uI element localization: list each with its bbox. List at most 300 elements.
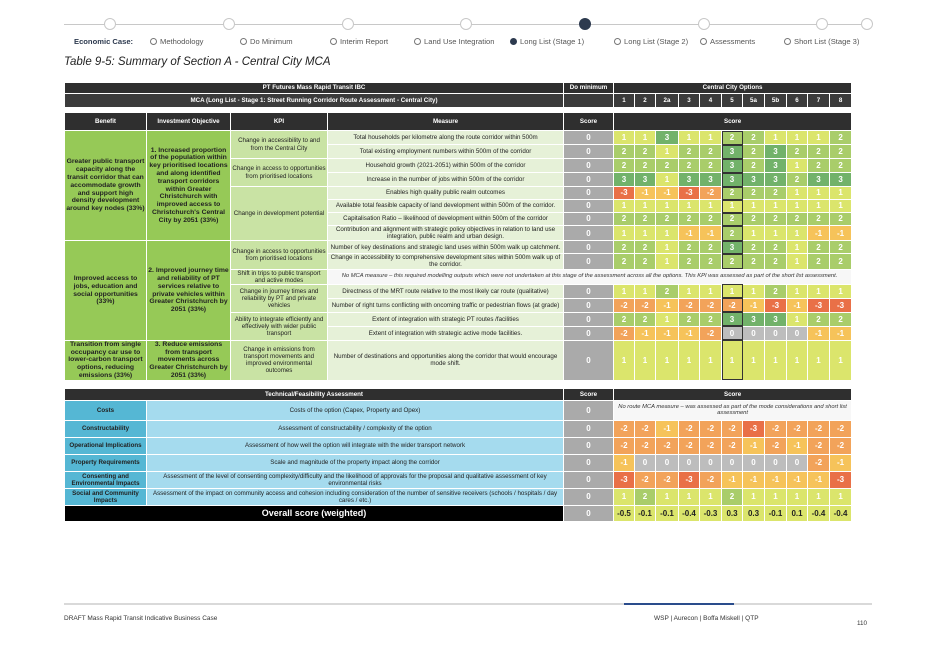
overall-score-label: Overall score (weighted) — [65, 505, 564, 521]
option-score: -1 — [808, 326, 830, 340]
stepper-step-label: Assessments — [710, 37, 756, 46]
option-score: 2 — [635, 312, 656, 326]
do-minimum-score: 0 — [564, 200, 614, 213]
footer-accent — [624, 603, 734, 605]
option-score: 1 — [787, 241, 808, 254]
option-score: -2 — [700, 420, 722, 437]
option-score: 1 — [656, 312, 679, 326]
stepper-step[interactable] — [150, 37, 203, 46]
option-score: 2 — [722, 187, 743, 200]
option-score: 2 — [635, 213, 656, 226]
radio-icon — [614, 38, 621, 45]
options-header: Central City Options — [614, 83, 852, 94]
overall-option-score: -0.1 — [635, 505, 656, 521]
option-score: -2 — [614, 420, 635, 437]
col-kpi: KPI — [231, 113, 328, 131]
option-score: 3 — [808, 173, 830, 187]
radio-icon — [240, 38, 247, 45]
option-score: 3 — [830, 173, 852, 187]
radio-icon — [150, 38, 157, 45]
do-minimum-blank — [564, 94, 614, 108]
option-score: 1 — [700, 200, 722, 213]
technical-description: Assessment of how well the option will integrate with the wider transport network — [147, 437, 564, 454]
option-score: -2 — [700, 298, 722, 312]
option-score: 0 — [787, 454, 808, 471]
option-score: 1 — [830, 488, 852, 505]
progress-dot — [698, 18, 710, 30]
technical-criterion: Operational Implications — [65, 437, 147, 454]
option-score: 1 — [787, 340, 808, 380]
option-score: -3 — [614, 471, 635, 488]
option-score: -2 — [656, 437, 679, 454]
option-score: -1 — [656, 420, 679, 437]
option-score: 2 — [808, 145, 830, 159]
stepper-step[interactable] — [510, 37, 584, 46]
option-number: 7 — [808, 94, 830, 108]
option-score: 2 — [700, 241, 722, 254]
mca-subheader: MCA (Long List - Stage 1: Street Running Corridor Route Assessment - Central City) — [65, 94, 564, 108]
table-row — [65, 420, 852, 437]
option-score: 2 — [635, 241, 656, 254]
spacer-cell — [722, 380, 743, 388]
measure-cell: Change in accessibility to comprehensive development sites within 500m walk up of the corridor. — [328, 254, 564, 269]
option-score: 3 — [656, 131, 679, 145]
option-score: 2 — [700, 159, 722, 173]
option-score: 2 — [679, 159, 700, 173]
spacer-cell — [328, 380, 564, 388]
option-score: 2 — [656, 159, 679, 173]
overall-option-score: -0.1 — [765, 505, 787, 521]
option-score: 1 — [635, 200, 656, 213]
option-score: 3 — [743, 173, 765, 187]
col-measure: Measure — [328, 113, 564, 131]
option-score: 1 — [787, 488, 808, 505]
option-score: 0 — [722, 326, 743, 340]
measure-cell: Contribution and alignment with strategic policy objectives in relation to land use integration, public realm and urban design. — [328, 226, 564, 241]
option-score: 2 — [808, 254, 830, 269]
option-score: 1 — [787, 187, 808, 200]
objective-cell: 1. Increased proportion of the population within key prioritised locations and along identified transport corridors within Greater Christchurch with improved access to Christchurch's Central City by 2051 (33%) — [147, 131, 231, 241]
option-score: 0 — [679, 454, 700, 471]
footer-right: WSP | Aurecon | Boffa Miskell | QTP — [654, 615, 759, 622]
option-score: 2 — [614, 254, 635, 269]
overall-option-score: -0.4 — [679, 505, 700, 521]
option-score: -2 — [656, 471, 679, 488]
option-score: 1 — [787, 312, 808, 326]
measure-cell: Enables high quality public realm outcomes — [328, 187, 564, 200]
option-score: 2 — [787, 213, 808, 226]
spacer-cell — [65, 380, 147, 388]
option-score: 1 — [830, 340, 852, 380]
option-score: 1 — [679, 284, 700, 298]
do-minimum-score: 0 — [564, 488, 614, 505]
option-score: -2 — [679, 437, 700, 454]
measure-cell: Number of right turns conflicting with oncoming traffic or pedestrian flows (at grade) — [328, 298, 564, 312]
option-score: 1 — [656, 226, 679, 241]
option-score: 2 — [808, 241, 830, 254]
do-minimum-score: 0 — [564, 400, 614, 420]
option-score: 1 — [743, 488, 765, 505]
table-row — [65, 380, 852, 388]
option-score: -1 — [679, 326, 700, 340]
option-score: 3 — [765, 312, 787, 326]
option-score: -2 — [635, 437, 656, 454]
option-score: 1 — [700, 488, 722, 505]
option-score: 2 — [830, 254, 852, 269]
page-number: 110 — [857, 620, 868, 627]
option-score: 2 — [830, 213, 852, 226]
spacer-cell — [787, 380, 808, 388]
technical-criterion: Property Requirements — [65, 454, 147, 471]
option-score: -1 — [656, 187, 679, 200]
option-score: 2 — [808, 312, 830, 326]
option-score: -3 — [679, 471, 700, 488]
option-score: -3 — [830, 471, 852, 488]
technical-criterion: Consenting and Environmental Impacts — [65, 471, 147, 488]
option-score: 2 — [787, 145, 808, 159]
option-score: 0 — [765, 454, 787, 471]
option-score: -1 — [743, 471, 765, 488]
option-score: 2 — [635, 145, 656, 159]
do-minimum-score: 0 — [564, 340, 614, 380]
option-score: -1 — [743, 298, 765, 312]
option-score: -1 — [787, 471, 808, 488]
technical-description: Assessment of the level of consenting complexity/difficulty and the likelihood of approvals for the proposal and qualitative assessment of key environmental risks — [147, 471, 564, 488]
option-number: 2 — [635, 94, 656, 108]
col-score: Score — [564, 113, 614, 131]
do-minimum-score: 0 — [564, 187, 614, 200]
option-score: -2 — [614, 298, 635, 312]
kpi-cell: Shift in trips to public transport and active modes — [231, 269, 328, 284]
progress-dot — [816, 18, 828, 30]
option-score: 2 — [830, 145, 852, 159]
option-score: 3 — [679, 173, 700, 187]
option-score: -1 — [765, 471, 787, 488]
option-score: 1 — [808, 131, 830, 145]
option-score: 1 — [808, 488, 830, 505]
kpi-cell: Change in development potential — [231, 187, 328, 241]
option-score: 0 — [743, 454, 765, 471]
technical-note: No route MCA measure – was assessed as part of the mode considerations and short list assessment — [614, 400, 852, 420]
option-score: 1 — [614, 340, 635, 380]
option-score: 1 — [614, 226, 635, 241]
option-score: -1 — [656, 298, 679, 312]
option-score: 1 — [635, 284, 656, 298]
option-score: 0 — [722, 454, 743, 471]
option-number: 1 — [614, 94, 635, 108]
option-score: 2 — [743, 241, 765, 254]
option-score: 1 — [656, 200, 679, 213]
technical-description: Assessment of constructability / complexity of the option — [147, 420, 564, 437]
mca-table — [64, 82, 852, 522]
option-score: 2 — [614, 241, 635, 254]
option-score: 2 — [679, 241, 700, 254]
option-score: -2 — [808, 420, 830, 437]
option-score: -2 — [722, 437, 743, 454]
option-score: 0 — [700, 454, 722, 471]
option-score: 2 — [679, 213, 700, 226]
option-score: 1 — [700, 340, 722, 380]
overall-option-score: -0.3 — [700, 505, 722, 521]
option-score: -2 — [830, 437, 852, 454]
option-score: 2 — [679, 312, 700, 326]
kpi-cell: Change in emissions from transport movements and improved environmental outcomes — [231, 340, 328, 380]
table-header-ibc: PT Futures Mass Rapid Transit IBC — [65, 83, 564, 94]
technical-description: Assessment of the impact on community access and cohesion including consideration of the number of sensitive receivers (schools / hospitals / day cares / etc.) — [147, 488, 564, 505]
option-score: 2 — [743, 213, 765, 226]
option-score: 3 — [722, 173, 743, 187]
option-score: 1 — [656, 145, 679, 159]
technical-description: Scale and magnitude of the property impact along the corridor — [147, 454, 564, 471]
radio-icon — [700, 38, 707, 45]
option-score: 3 — [765, 173, 787, 187]
economic-case-label: Economic Case: — [74, 37, 134, 46]
option-score: 2 — [787, 173, 808, 187]
option-score: 2 — [700, 145, 722, 159]
option-score: -1 — [787, 298, 808, 312]
option-score: 1 — [743, 284, 765, 298]
stepper-step[interactable] — [784, 37, 859, 46]
option-score: 2 — [614, 312, 635, 326]
option-score: -2 — [700, 437, 722, 454]
option-score: -2 — [830, 420, 852, 437]
table-row — [65, 488, 852, 505]
overall-option-score: -0.4 — [808, 505, 830, 521]
do-minimum-score: 0 — [564, 254, 614, 269]
option-score: 3 — [635, 173, 656, 187]
option-score: -3 — [743, 420, 765, 437]
option-score: -2 — [635, 471, 656, 488]
option-score: -3 — [679, 187, 700, 200]
option-number: 5b — [765, 94, 787, 108]
option-score: 2 — [656, 213, 679, 226]
do-minimum-score: 0 — [564, 213, 614, 226]
table-row — [65, 400, 852, 420]
option-number: 6 — [787, 94, 808, 108]
kpi-cell: Ability to integrate efficiently and effectively with wider public transport — [231, 312, 328, 340]
spacer-cell — [147, 380, 231, 388]
option-score: 1 — [743, 340, 765, 380]
option-score: 2 — [743, 159, 765, 173]
option-score: -1 — [787, 437, 808, 454]
do-minimum-score: 0 — [564, 298, 614, 312]
stepper-step-label: Short List (Stage 3) — [794, 37, 860, 46]
stepper-step-label: Methodology — [160, 37, 204, 46]
option-number: 8 — [830, 94, 852, 108]
kpi-cell: Change in accessibility to and from the Central City — [231, 131, 328, 159]
progress-dot — [579, 18, 591, 30]
progress-dot — [460, 18, 472, 30]
option-score: 2 — [635, 488, 656, 505]
option-score: 2 — [743, 254, 765, 269]
option-score: 3 — [743, 312, 765, 326]
do-minimum-score: 0 — [564, 312, 614, 326]
measure-cell: Available total feasible capacity of land development within 500m of the corridor. — [328, 200, 564, 213]
col-benefit: Benefit — [65, 113, 147, 131]
option-score: 1 — [787, 131, 808, 145]
overall-do-minimum: 0 — [564, 505, 614, 521]
stepper-step[interactable] — [700, 37, 755, 46]
option-score: 1 — [656, 173, 679, 187]
option-score: -2 — [787, 420, 808, 437]
option-score: 1 — [808, 187, 830, 200]
table-row — [65, 388, 852, 400]
table-row — [65, 437, 852, 454]
option-score: 1 — [635, 340, 656, 380]
option-score: 2 — [765, 187, 787, 200]
option-score: 2 — [635, 159, 656, 173]
option-score: 2 — [743, 187, 765, 200]
option-score: 1 — [679, 200, 700, 213]
option-score: -1 — [830, 226, 852, 241]
option-score: -3 — [830, 298, 852, 312]
option-score: 3 — [722, 159, 743, 173]
measure-cell: Household growth (2021-2051) within 500m of the corridor — [328, 159, 564, 173]
option-score: -2 — [808, 454, 830, 471]
technical-criterion: Costs — [65, 400, 147, 420]
progress-dot — [223, 18, 235, 30]
option-score: -1 — [679, 226, 700, 241]
do-minimum-score: 0 — [564, 159, 614, 173]
do-minimum-score: 0 — [564, 226, 614, 241]
option-score: 2 — [614, 159, 635, 173]
table-row — [65, 471, 852, 488]
option-score: 1 — [743, 200, 765, 213]
stepper-step[interactable] — [330, 37, 388, 46]
table-row — [65, 340, 852, 380]
option-score: -1 — [722, 471, 743, 488]
table-row — [65, 131, 852, 145]
option-score: 3 — [700, 173, 722, 187]
option-score: 2 — [679, 145, 700, 159]
option-number: 4 — [700, 94, 722, 108]
spacer-cell — [743, 380, 765, 388]
option-score: 2 — [722, 213, 743, 226]
spacer-cell — [830, 380, 852, 388]
kpi-cell: Change in journey times and reliability by PT and private vehicles — [231, 284, 328, 312]
option-score: 3 — [765, 159, 787, 173]
option-score: 1 — [808, 200, 830, 213]
measure-cell: Extent of integration with strategic PT routes /facilities — [328, 312, 564, 326]
option-score: 3 — [722, 312, 743, 326]
option-score: 2 — [765, 254, 787, 269]
option-number: 5a — [743, 94, 765, 108]
option-score: 1 — [614, 200, 635, 213]
option-score: 1 — [614, 488, 635, 505]
option-score: 2 — [722, 131, 743, 145]
option-score: -3 — [765, 298, 787, 312]
measure-cell: Total existing employment numbers within 500m of the corridor — [328, 145, 564, 159]
option-score: 1 — [765, 200, 787, 213]
kpi-cell: Change in access to opportunities from prioritised locations — [231, 159, 328, 187]
option-score: 1 — [722, 200, 743, 213]
do-minimum-score: 0 — [564, 131, 614, 145]
option-score: 1 — [765, 488, 787, 505]
option-score: -1 — [700, 226, 722, 241]
stepper-step[interactable] — [614, 37, 688, 46]
radio-icon — [784, 38, 791, 45]
do-minimum-score: 0 — [564, 437, 614, 454]
spacer-cell — [700, 380, 722, 388]
option-score: 2 — [830, 312, 852, 326]
measure-cell: Capitalisation Ratio – likelihood of development within 500m of the corridor — [328, 213, 564, 226]
option-score: -2 — [700, 471, 722, 488]
option-score: 2 — [830, 131, 852, 145]
overall-option-score: -0.5 — [614, 505, 635, 521]
do-minimum-score: 0 — [564, 145, 614, 159]
option-score: 2 — [722, 488, 743, 505]
option-score: 1 — [765, 131, 787, 145]
spacer-cell — [614, 380, 635, 388]
option-score: 1 — [656, 340, 679, 380]
do-minimum-header: Do minimum — [564, 83, 614, 94]
option-score: -1 — [635, 326, 656, 340]
spacer-cell — [231, 380, 328, 388]
stepper-step[interactable] — [414, 37, 495, 46]
measure-cell: Directness of the MRT route relative to the most likely car route (qualitative) — [328, 284, 564, 298]
option-score: 1 — [830, 284, 852, 298]
option-score: 2 — [679, 254, 700, 269]
objective-cell: 2. Improved journey time and reliability of PT services relative to private vehicles within Greater Christchurch by 2051 (33%) — [147, 241, 231, 341]
option-score: 1 — [679, 131, 700, 145]
option-score: 1 — [787, 159, 808, 173]
table-row — [65, 505, 852, 521]
option-score: 2 — [765, 241, 787, 254]
spacer-cell — [635, 380, 656, 388]
do-minimum-score: 0 — [564, 454, 614, 471]
option-score: 2 — [765, 213, 787, 226]
table-row — [65, 94, 852, 108]
option-score: 2 — [722, 226, 743, 241]
overall-option-score: 0.3 — [743, 505, 765, 521]
technical-options-score-header: Score — [614, 388, 852, 400]
option-score: 1 — [808, 284, 830, 298]
option-score: 1 — [743, 226, 765, 241]
technical-description: Costs of the option (Capex, Property and Opex) — [147, 400, 564, 420]
option-score: -2 — [808, 437, 830, 454]
col-score-options: Score — [614, 113, 852, 131]
option-score: -2 — [765, 437, 787, 454]
option-score: -2 — [700, 326, 722, 340]
no-measure-note: No MCA measure – this required modelling outputs which were not undertaken at this stage of the assessment across all the options. This KPI was assessed as part of the short list assessment. — [328, 269, 852, 284]
measure-cell: Number of key destinations and strategic land uses within 500m walk up catchment. — [328, 241, 564, 254]
option-score: 2 — [635, 254, 656, 269]
option-score: 0 — [656, 454, 679, 471]
option-score: 1 — [722, 340, 743, 380]
option-score: 1 — [787, 226, 808, 241]
option-score: -1 — [656, 326, 679, 340]
option-score: -1 — [830, 326, 852, 340]
option-score: -2 — [635, 298, 656, 312]
footer-left: DRAFT Mass Rapid Transit Indicative Business Case — [64, 615, 218, 622]
option-score: 3 — [765, 145, 787, 159]
option-score: -2 — [679, 420, 700, 437]
stepper-step-label: Do Minimum — [250, 37, 293, 46]
option-score: 0 — [743, 326, 765, 340]
measure-cell: Number of destinations and opportunities along the corridor that would encourage mode shift. — [328, 340, 564, 380]
option-score: 1 — [808, 340, 830, 380]
stepper-step[interactable] — [240, 37, 293, 46]
do-minimum-score: 0 — [564, 241, 614, 254]
option-score: 1 — [787, 200, 808, 213]
benefit-cell: Transition from single occupancy car use to lower-carbon transport options, reducing emissions (33%) — [65, 340, 147, 380]
progress-dot — [861, 18, 873, 30]
option-number: 5 — [722, 94, 743, 108]
radio-icon — [414, 38, 421, 45]
measure-cell: Extent of integration with strategic active mode facilities. — [328, 326, 564, 340]
option-score: 1 — [679, 488, 700, 505]
do-minimum-score: 0 — [564, 471, 614, 488]
